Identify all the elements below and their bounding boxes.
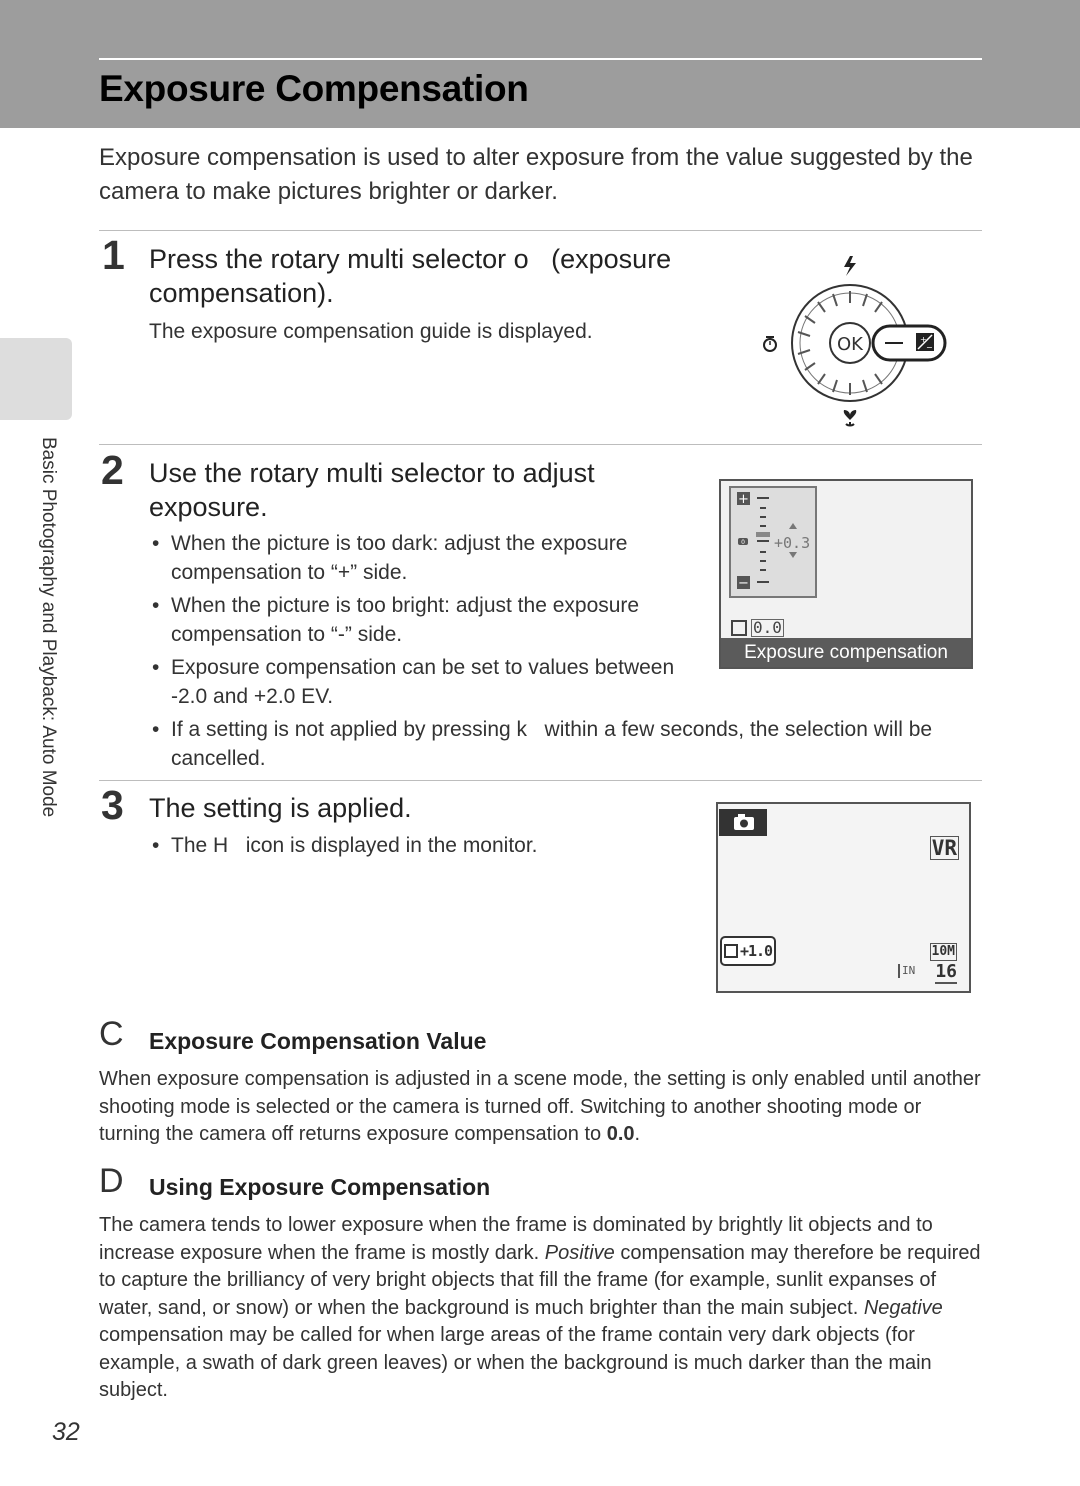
header-rule <box>99 58 982 60</box>
step-2-title-line2: exposure. <box>149 492 268 522</box>
divider <box>99 230 982 231</box>
ev-indicator <box>720 936 776 966</box>
camera-monitor-shooting <box>716 802 971 993</box>
vr-indicator: VR <box>931 836 957 860</box>
internal-memory-indicator: IN <box>898 964 915 978</box>
step-1-note: The exposure compensation guide is displayed. <box>149 320 593 343</box>
exposure-compensation-icon <box>916 333 934 352</box>
current-ev-indicator <box>731 618 784 638</box>
note-c-text-end: . <box>634 1123 641 1145</box>
step-3-number: 3 <box>101 782 124 828</box>
list-item: • The H icon is displayed in the monitor. <box>149 831 689 860</box>
divider <box>99 780 982 781</box>
step-2-title-line1: Use the rotary multi selector to adjust <box>149 458 595 488</box>
chapter-side-label: Basic Photography and Playback: Auto Mode <box>38 437 59 818</box>
rotary-multi-selector-diagram <box>750 250 960 435</box>
camera-monitor-exposure-guide <box>719 479 973 669</box>
step-2-title <box>149 456 595 524</box>
note-d-text: compensation may therefore be required to capture the brilliancy of very bright objects that fill the frame (for example, sunlit expanses of water, sand, or snow) or when the background is much brighter than the main subject. <box>99 1241 981 1319</box>
note-d-emphasis-negative: Negative <box>863 1296 943 1319</box>
note-c-text: When exposure compensation is adjusted in a scene mode, the setting is only enabled until another shooting mode is selected or the camera is turned off. Switching to another shooting mode or turning the camera off returns exposure compensation to <box>99 1068 981 1145</box>
scale-minus-label: − <box>738 576 749 591</box>
step-3-bullet-list <box>149 831 689 864</box>
ok-button-label: OK <box>837 334 863 355</box>
current-ev-value: 0.0 <box>753 618 782 637</box>
camera-icon <box>719 809 767 836</box>
step-3-title: The setting is applied. <box>149 793 412 823</box>
exposure-compensation-button <box>873 326 945 360</box>
note-d-text: The camera tends to lower exposure when the frame is dominated by brightly lit objects and to increase exposure when the frame is mostly dark. <box>99 1214 933 1264</box>
note-c-letter: C <box>99 1015 124 1053</box>
shots-remaining: 16 <box>935 961 957 982</box>
image-size-indicator: 10M <box>931 944 955 959</box>
note-d-emphasis-positive: Positive <box>544 1241 615 1264</box>
list-item: • When the picture is too dark: adjust the exposure compensation to “+” side. <box>149 529 694 587</box>
shooting-mode-badge <box>719 809 767 836</box>
step-1-title-line2: compensation). <box>149 278 334 308</box>
step-2-bullet-list <box>149 529 694 715</box>
step-2-bullet-list-wide <box>149 715 979 777</box>
step-1-title-line1: Press the rotary multi selector o (exposure <box>149 244 672 274</box>
page-number: 32 <box>52 1418 80 1446</box>
scale-value-label: +0.3 <box>774 534 811 552</box>
ev-value: +1.0 <box>739 942 773 960</box>
self-timer-icon <box>764 337 776 351</box>
note-d-paragraph <box>99 1212 984 1405</box>
svg-text:−: − <box>926 343 933 352</box>
note-c-default-value: 0.0 <box>606 1123 635 1145</box>
note-d-letter: D <box>99 1162 124 1200</box>
chapter-tab <box>0 338 72 420</box>
macro-icon <box>844 410 857 426</box>
note-d-text: compensation may be called for when large areas of the frame contain very dark objects (for example, a swath of dark green leaves) or when the background is much darker than the main subject. <box>99 1324 932 1401</box>
step-1-title <box>149 242 671 310</box>
scale-plus-label: + <box>738 492 749 507</box>
step-1-number: 1 <box>102 232 125 278</box>
list-item: • If a setting is not applied by pressing k within a few seconds, the selection will be cancelled. <box>149 715 979 773</box>
exposure-compensation-icon <box>724 944 738 958</box>
list-item: • Exposure compensation can be set to values between -2.0 and +2.0 EV. <box>149 653 694 711</box>
flash-icon <box>844 256 856 276</box>
exposure-scale <box>729 486 819 601</box>
note-c-paragraph <box>99 1066 984 1149</box>
note-d-title: Using Exposure Compensation <box>149 1174 491 1200</box>
exposure-compensation-icon <box>731 620 747 636</box>
note-c-title: Exposure Compensation Value <box>149 1028 487 1054</box>
intro-paragraph: Exposure compensation is used to alter exposure from the value suggested by the camera to make pictures brighter or darker. <box>99 144 973 205</box>
svg-text:+: + <box>920 335 927 344</box>
divider <box>99 444 982 445</box>
list-item: • When the picture is too bright: adjust the exposure compensation to “-” side. <box>149 591 694 649</box>
step-2-number: 2 <box>101 447 124 493</box>
screen-caption: Exposure compensation <box>721 638 971 667</box>
page-title: Exposure Compensation <box>99 68 529 109</box>
scale-zero-label: 0 <box>741 539 745 546</box>
